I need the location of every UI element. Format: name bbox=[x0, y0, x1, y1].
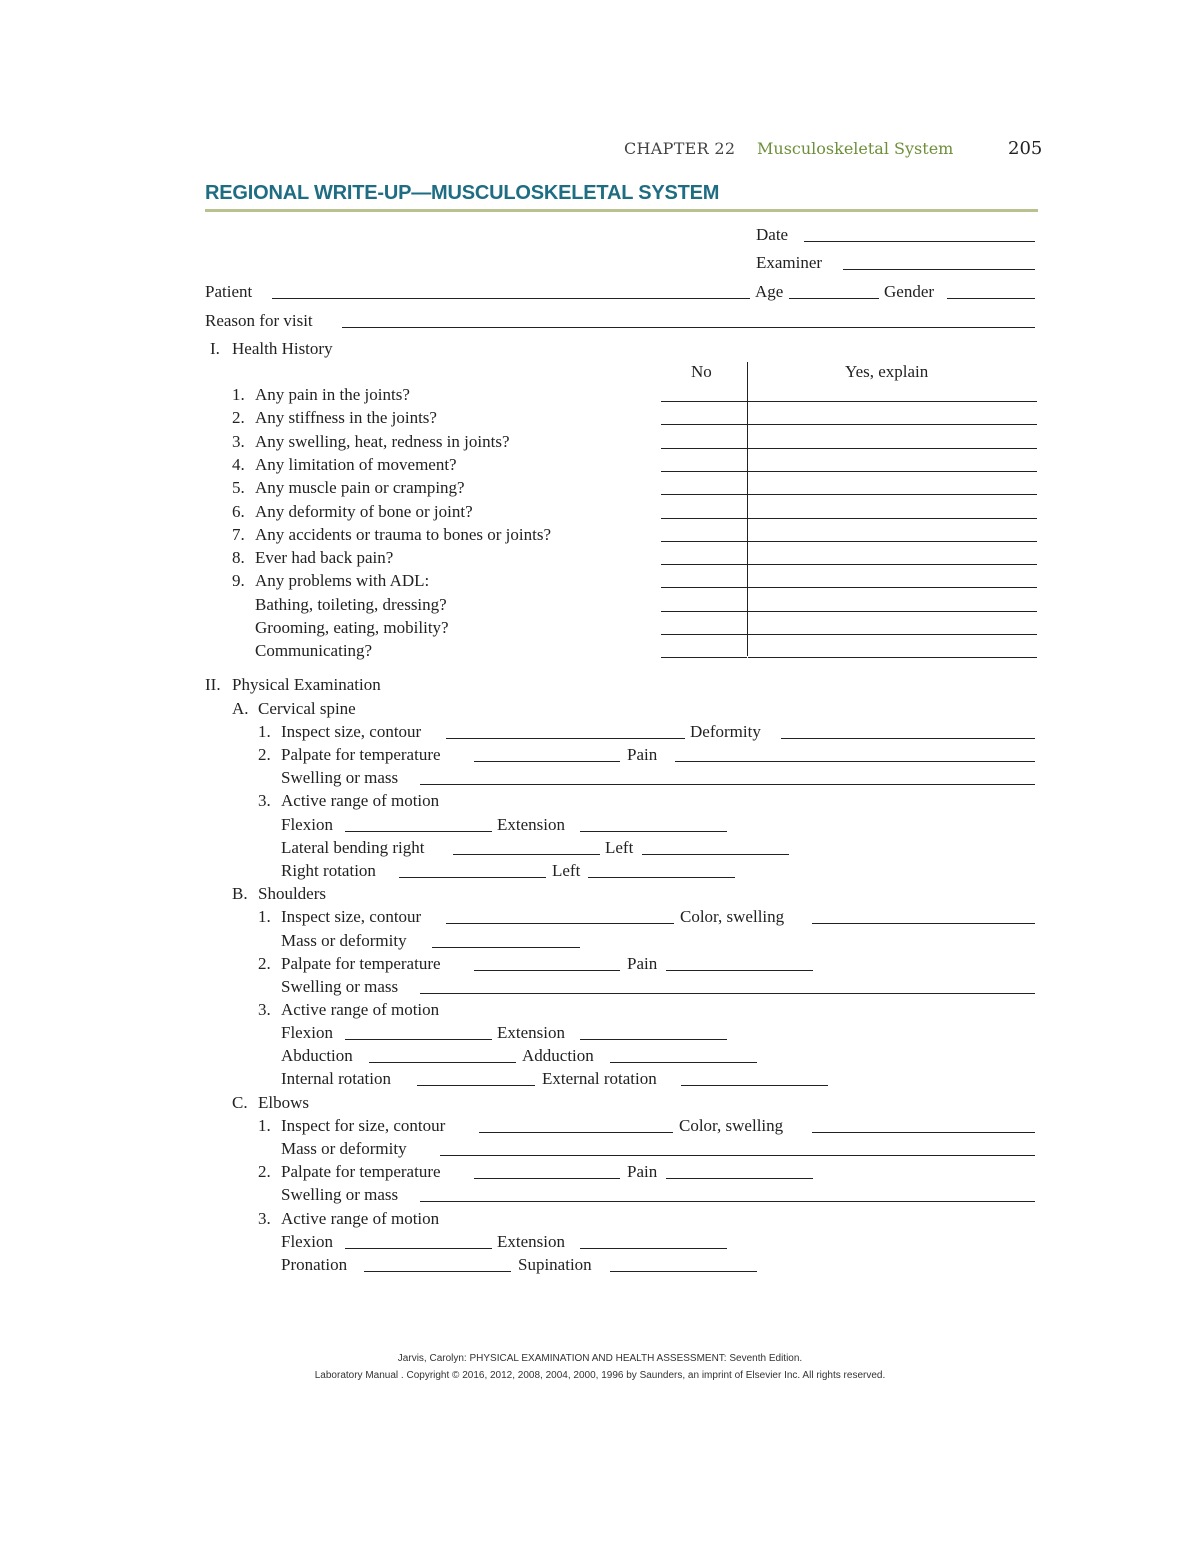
question-text: Any deformity of bone or joint? bbox=[255, 501, 473, 521]
answer-no-field[interactable] bbox=[661, 634, 747, 635]
question-number: 5. bbox=[232, 478, 245, 498]
reason-field[interactable] bbox=[342, 327, 1035, 328]
question-text: Any problems with ADL: bbox=[255, 571, 430, 591]
question-text: Any stiffness in the joints? bbox=[255, 408, 437, 428]
elbows-swelling-field[interactable] bbox=[420, 1201, 1035, 1202]
answer-yes-field[interactable] bbox=[748, 494, 1037, 495]
question-text: Any accidents or trauma to bones or joints? bbox=[255, 524, 552, 544]
elbows-flexion-field[interactable] bbox=[345, 1248, 492, 1249]
col-yes-header: Yes, explain bbox=[845, 362, 929, 381]
shoulders-extension-field[interactable] bbox=[580, 1039, 727, 1040]
elbows-supination-field[interactable] bbox=[610, 1271, 757, 1272]
section-number: II. bbox=[205, 675, 221, 694]
date-label: Date bbox=[756, 225, 789, 244]
elbows-arom-label: Active range of motion bbox=[281, 1209, 440, 1228]
cervical-arom-label: Active range of motion bbox=[281, 791, 440, 810]
question-text: Communicating? bbox=[255, 641, 373, 661]
date-field[interactable] bbox=[804, 241, 1035, 242]
question-text: Ever had back pain? bbox=[255, 548, 394, 568]
examiner-label: Examiner bbox=[756, 253, 823, 272]
answer-yes-field[interactable] bbox=[748, 564, 1037, 565]
elbows-extension-field[interactable] bbox=[580, 1248, 727, 1249]
page-number: 205 bbox=[1008, 138, 1043, 159]
answer-yes-field[interactable] bbox=[748, 471, 1037, 472]
cervical-palpate-label: Palpate for temperature bbox=[281, 745, 441, 764]
patient-label: Patient bbox=[205, 282, 253, 301]
shoulders-color-field[interactable] bbox=[812, 923, 1035, 924]
shoulders-temp-field[interactable] bbox=[474, 970, 620, 971]
answer-no-field[interactable] bbox=[661, 401, 747, 402]
answer-yes-field[interactable] bbox=[748, 657, 1037, 658]
cervical-flexion-label: Flexion bbox=[281, 815, 333, 834]
shoulders-color-label: Color, swelling bbox=[680, 907, 785, 926]
answer-no-field[interactable] bbox=[661, 518, 747, 519]
shoulders-abduction-field[interactable] bbox=[369, 1062, 516, 1063]
elbows-temp-field[interactable] bbox=[474, 1178, 620, 1179]
answer-no-field[interactable] bbox=[661, 471, 747, 472]
cervical-latbend-right-field[interactable] bbox=[453, 854, 600, 855]
answer-no-field[interactable] bbox=[661, 494, 747, 495]
shoulders-arom-label: Active range of motion bbox=[281, 1000, 440, 1019]
question-text: Grooming, eating, mobility? bbox=[255, 618, 449, 637]
cervical-rightrot-label: Right rotation bbox=[281, 861, 376, 880]
cervical-flexion-field[interactable] bbox=[345, 831, 492, 832]
cervical-swelling-field[interactable] bbox=[420, 784, 1035, 785]
cervical-leftrot-label: Left bbox=[552, 861, 581, 880]
health-history-heading: Health History bbox=[232, 339, 333, 358]
subsection-letter: B. bbox=[232, 884, 248, 903]
item-number: 1. bbox=[258, 1116, 271, 1135]
shoulders-introt-field[interactable] bbox=[417, 1085, 535, 1086]
examiner-field[interactable] bbox=[843, 269, 1035, 270]
item-number: 3. bbox=[258, 1209, 271, 1228]
answer-yes-field[interactable] bbox=[748, 587, 1037, 588]
question-number: 1. bbox=[232, 385, 245, 404]
shoulders-introt-label: Internal rotation bbox=[281, 1069, 391, 1088]
question-number: 7. bbox=[232, 524, 245, 544]
gender-field[interactable] bbox=[947, 298, 1035, 299]
shoulders-flexion-field[interactable] bbox=[345, 1039, 492, 1040]
question-number: 6. bbox=[232, 501, 245, 521]
form-title: REGIONAL WRITE-UP—MUSCULOSKELETAL SYSTEM bbox=[205, 182, 720, 204]
shoulders-adduction-field[interactable] bbox=[610, 1062, 757, 1063]
answer-yes-field[interactable] bbox=[748, 401, 1037, 402]
physical-exam-heading: Physical Examination bbox=[232, 675, 381, 694]
cervical-deformity-label: Deformity bbox=[690, 722, 761, 741]
elbows-inspect-label: Inspect for size, contour bbox=[281, 1116, 446, 1135]
age-label: Age bbox=[755, 282, 784, 301]
answer-no-field[interactable] bbox=[661, 424, 747, 425]
elbows-inspect-field[interactable] bbox=[479, 1132, 673, 1133]
question-number: 8. bbox=[232, 548, 245, 568]
answer-yes-field[interactable] bbox=[748, 634, 1037, 635]
cervical-latbend-label: Lateral bending right bbox=[281, 838, 425, 857]
item-number: 3. bbox=[258, 791, 271, 810]
footer-citation: Jarvis, Carolyn: PHYSICAL EXAMINATION AND HEALTH ASSESSMENT: Seventh Edition. bbox=[397, 1353, 803, 1364]
cervical-swelling-label: Swelling or mass bbox=[281, 768, 399, 787]
subsection-letter: A. bbox=[232, 699, 249, 718]
question-number: 3. bbox=[232, 431, 245, 451]
answer-yes-field[interactable] bbox=[748, 518, 1037, 519]
item-number: 3. bbox=[258, 1000, 271, 1019]
gender-label: Gender bbox=[884, 282, 935, 301]
elbows-heading: Elbows bbox=[258, 1093, 309, 1112]
item-number: 2. bbox=[258, 745, 271, 764]
answer-no-field[interactable] bbox=[661, 564, 747, 565]
question-number: 9. bbox=[232, 571, 245, 591]
cervical-extension-field[interactable] bbox=[580, 831, 727, 832]
shoulders-extension-label: Extension bbox=[497, 1023, 565, 1042]
answer-no-field[interactable] bbox=[661, 657, 747, 658]
shoulders-adduction-label: Adduction bbox=[522, 1046, 594, 1065]
answer-yes-field[interactable] bbox=[748, 424, 1037, 425]
answer-yes-field[interactable] bbox=[748, 448, 1037, 449]
item-number: 2. bbox=[258, 1162, 271, 1181]
elbows-color-field[interactable] bbox=[812, 1132, 1035, 1133]
question-text: Any muscle pain or cramping? bbox=[255, 478, 465, 498]
col-no-header: No bbox=[691, 362, 712, 381]
elbows-mass-label: Mass or deformity bbox=[281, 1139, 407, 1158]
answer-yes-field[interactable] bbox=[748, 611, 1037, 612]
cervical-latbend-left-label: Left bbox=[605, 838, 634, 857]
subsection-letter: C. bbox=[232, 1093, 248, 1112]
answer-no-field[interactable] bbox=[661, 541, 747, 542]
shoulders-extrot-field[interactable] bbox=[681, 1085, 828, 1086]
shoulders-mass-label: Mass or deformity bbox=[281, 931, 407, 950]
item-number: 1. bbox=[258, 722, 271, 741]
answer-no-field[interactable] bbox=[661, 587, 747, 588]
shoulders-abduction-label: Abduction bbox=[281, 1046, 353, 1065]
reason-label: Reason for visit bbox=[205, 311, 313, 330]
elbows-mass-field[interactable] bbox=[440, 1155, 1035, 1156]
patient-field[interactable] bbox=[272, 298, 750, 299]
elbows-pronation-label: Pronation bbox=[281, 1255, 348, 1274]
elbows-extension-label: Extension bbox=[497, 1232, 565, 1251]
shoulders-flexion-label: Flexion bbox=[281, 1023, 333, 1042]
table-divider bbox=[747, 362, 748, 656]
cervical-deformity-field[interactable] bbox=[781, 738, 1035, 739]
cervical-extension-label: Extension bbox=[497, 815, 565, 834]
shoulders-swelling-label: Swelling or mass bbox=[281, 977, 399, 996]
running-head-chapter: CHAPTER 22 bbox=[624, 139, 736, 158]
cervical-pain-field[interactable] bbox=[675, 761, 1035, 762]
cervical-temp-field[interactable] bbox=[474, 761, 620, 762]
answer-no-field[interactable] bbox=[661, 448, 747, 449]
shoulders-extrot-label: External rotation bbox=[542, 1069, 657, 1088]
cervical-rightrot-field[interactable] bbox=[399, 877, 546, 878]
elbows-supination-label: Supination bbox=[518, 1255, 592, 1274]
elbows-flexion-label: Flexion bbox=[281, 1232, 333, 1251]
section-number: I. bbox=[210, 339, 220, 358]
answer-yes-field[interactable] bbox=[748, 541, 1037, 542]
shoulders-pain-field[interactable] bbox=[666, 970, 813, 971]
cervical-inspect-label: Inspect size, contour bbox=[281, 722, 422, 741]
cervical-inspect-field[interactable] bbox=[446, 738, 685, 739]
running-head-title: Musculoskeletal System bbox=[757, 139, 954, 158]
elbows-pain-field[interactable] bbox=[666, 1178, 813, 1179]
shoulders-pain-label: Pain bbox=[627, 954, 658, 973]
elbows-pain-label: Pain bbox=[627, 1162, 658, 1181]
elbows-color-label: Color, swelling bbox=[679, 1116, 784, 1135]
question-text: Any swelling, heat, redness in joints? bbox=[255, 431, 510, 451]
footer-copyright: Laboratory Manual . Copyright © 2016, 2012, 2008, 2004, 2000, 1996 by Saunders, an imprint of Elsevier Inc. All rights reserved. bbox=[314, 1370, 886, 1381]
shoulders-inspect-field[interactable] bbox=[446, 923, 674, 924]
shoulders-inspect-label: Inspect size, contour bbox=[281, 907, 422, 926]
shoulders-palpate-label: Palpate for temperature bbox=[281, 954, 441, 973]
item-number: 1. bbox=[258, 907, 271, 926]
question-number: 4. bbox=[232, 454, 245, 474]
elbows-pronation-field[interactable] bbox=[364, 1271, 511, 1272]
shoulders-mass-field[interactable] bbox=[432, 947, 580, 948]
question-text: Any limitation of movement? bbox=[255, 454, 457, 474]
cervical-leftrot-field[interactable] bbox=[588, 877, 735, 878]
cervical-heading: Cervical spine bbox=[258, 699, 356, 718]
cervical-latbend-left-field[interactable] bbox=[642, 854, 789, 855]
elbows-palpate-label: Palpate for temperature bbox=[281, 1162, 441, 1181]
shoulders-swelling-field[interactable] bbox=[420, 993, 1035, 994]
answer-no-field[interactable] bbox=[661, 611, 747, 612]
age-field[interactable] bbox=[789, 298, 879, 299]
item-number: 2. bbox=[258, 954, 271, 973]
cervical-pain-label: Pain bbox=[627, 745, 658, 764]
elbows-swelling-label: Swelling or mass bbox=[281, 1185, 399, 1204]
title-divider bbox=[205, 209, 1038, 212]
question-number: 2. bbox=[232, 408, 245, 428]
shoulders-heading: Shoulders bbox=[258, 884, 326, 903]
question-text: Bathing, toileting, dressing? bbox=[255, 594, 447, 614]
question-text: Any pain in the joints? bbox=[255, 385, 410, 404]
